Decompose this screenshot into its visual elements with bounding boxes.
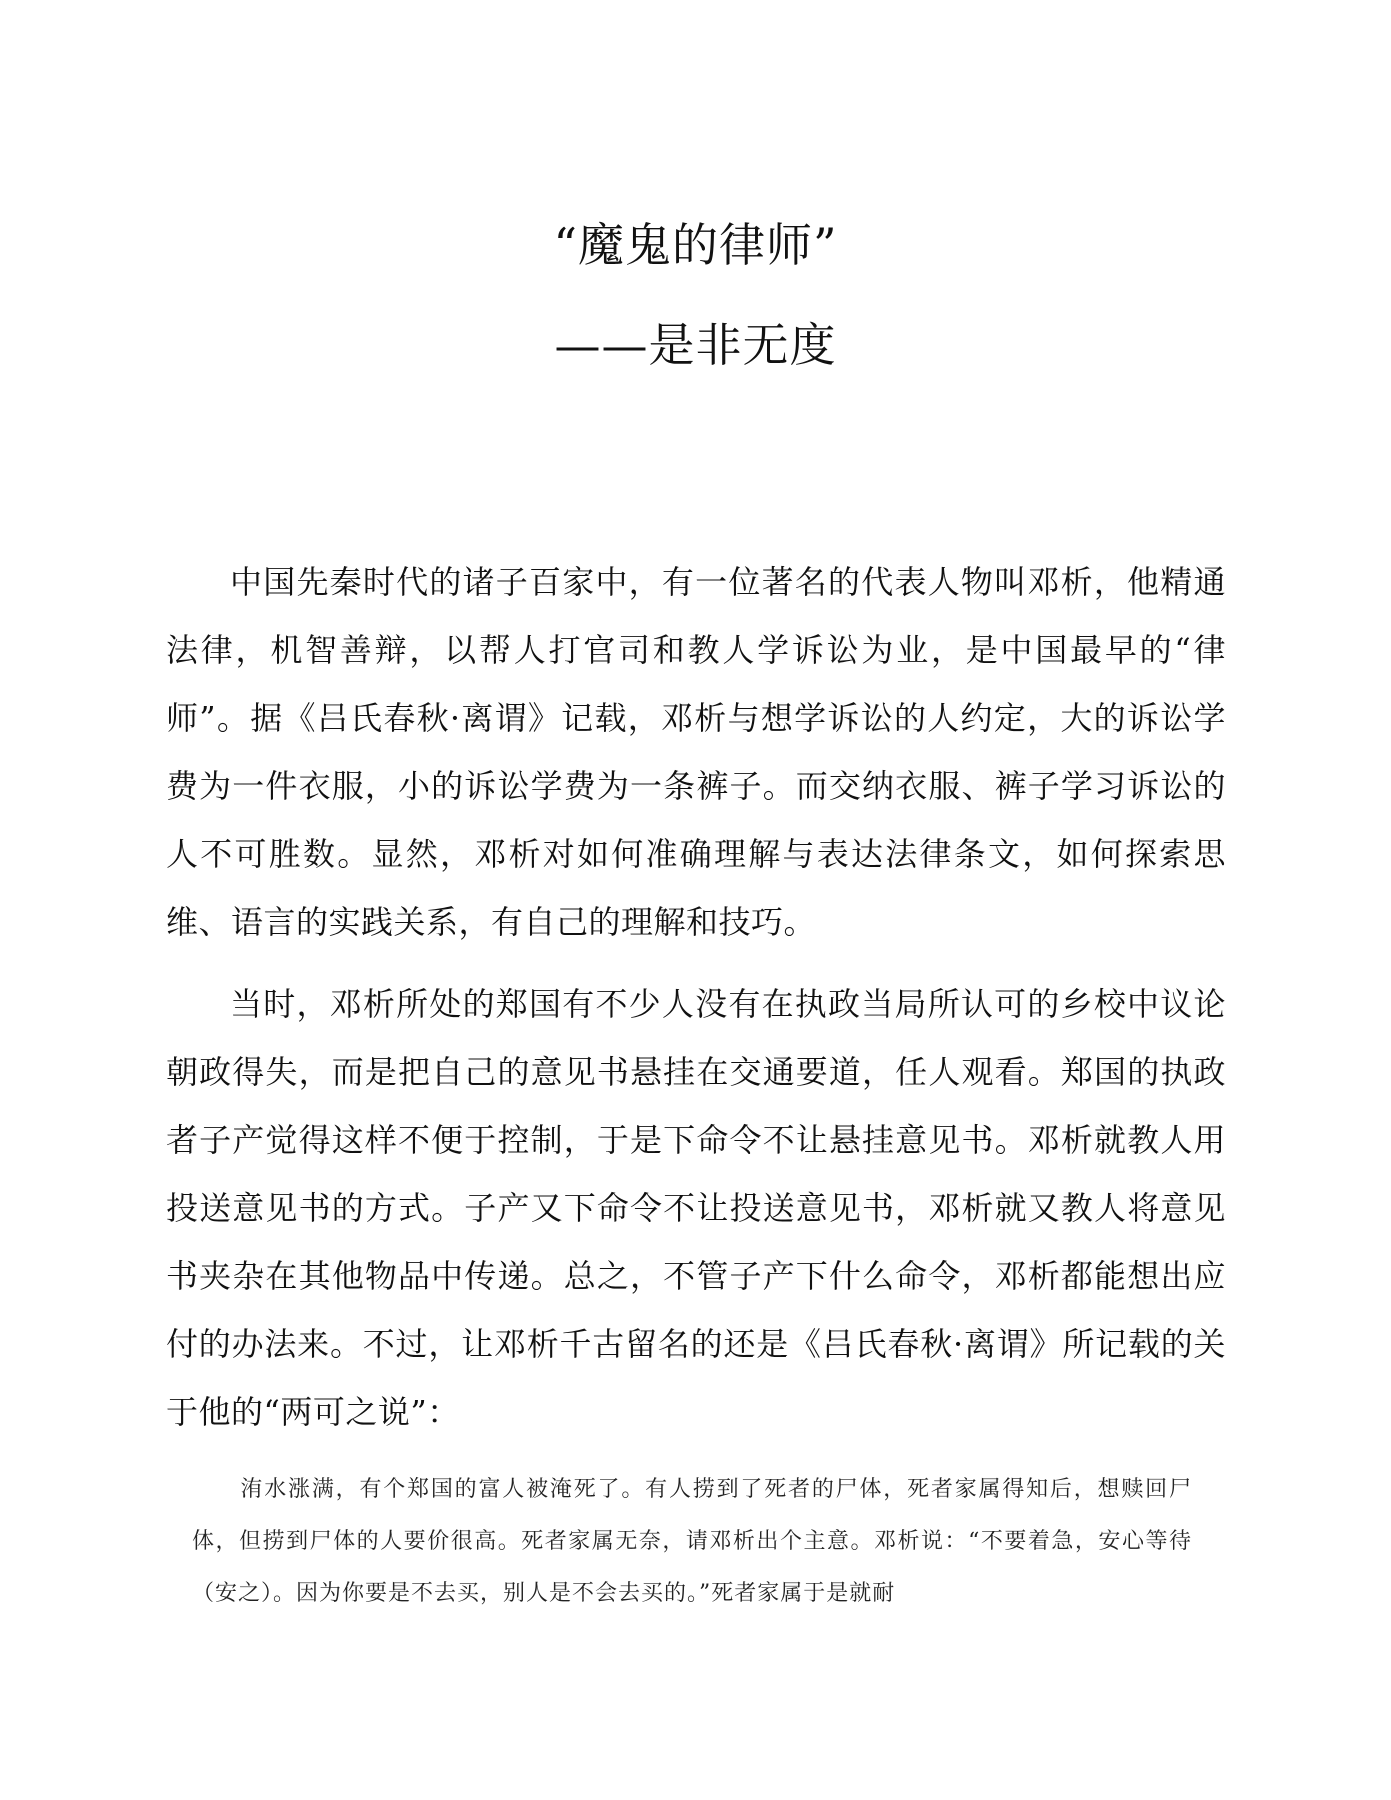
paragraph: 当时，邓析所处的郑国有不少人没有在执政当局所认可的乡校中议论朝政得失，而是把自己的意见书悬挂在交通要道，任人观看。郑国的执政者子产觉得这样不便于控制，于是下命令不让悬挂意见书。邓析就教人用投送意见书的方式。子产又下命令不让投送意见书，邓析就又教人将意见书夹杂在其他物品中传递。总之，不管子产下什么命令，邓析都能想出应付的办法来。不过，让邓析千古留名的还是《吕氏春秋·离谓》所记载的关于他的“两可之说”： [166,985,1226,1431]
title-block [0,218,1391,372]
page-title: “魔鬼的律师” [553,218,838,272]
paragraph: 中国先秦时代的诸子百家中，有一位著名的代表人物叫邓析，他精通法律，机智善辩，以帮人打官司和教人学诉讼为业，是中国最早的“律师”。据《吕氏春秋·离谓》记载，邓析与想学诉讼的人约定，大的诉讼学费为一件衣服，小的诉讼学费为一条裤子。而交纳衣服、裤子学习诉讼的人不可胜数。显然，邓析对如何准确理解与表达法律条文，如何探索思维、语言的实践关系，有自己的理解和技巧。 [166,563,1226,941]
page-subtitle: ——是非无度 [554,318,837,372]
body-text [166,548,1226,1446]
quotation-block [192,1464,1192,1620]
quotation-text: 洧水涨满，有个郑国的富人被淹死了。有人捞到了死者的尸体，死者家属得知后，想赎回尸体，但捞到尸体的人要价很高。死者家属无奈，请邓析出个主意。邓析说：“不要着急，安心等待（安之）。因为你要是不去买，别人是不会去买的。”死者家属于是就耐 [192,1477,1192,1606]
